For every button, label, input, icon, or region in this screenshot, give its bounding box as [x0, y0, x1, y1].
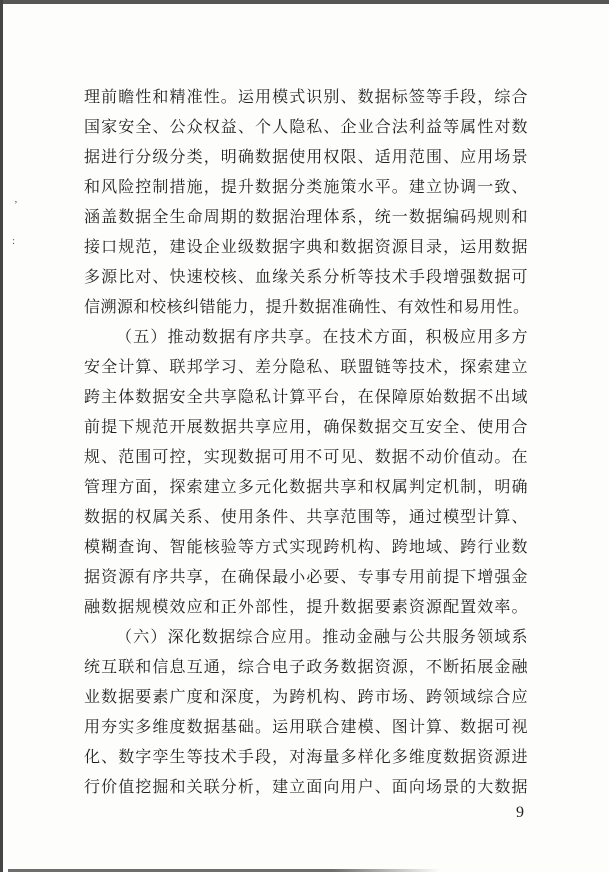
text-line: 多源比对、快速校核、血缘关系分析等技术手段增强数据可 — [84, 269, 528, 286]
text-line: 据进行分级分类，明确数据使用权限、适用范围、应用场景 — [84, 149, 528, 166]
text-line: 信溯源和校核纠错能力，提升数据准确性、有效性和易用性。 — [84, 299, 530, 316]
text-line: 理前瞻性和精准性。运用模式识别、数据标签等手段，综合 — [84, 89, 528, 106]
page-number: 9 — [516, 804, 524, 821]
text-line: 业数据要素广度和深度，为跨机构、跨市场、跨领域综合应 — [84, 689, 528, 706]
scan-artifact-mark: ’ — [14, 199, 18, 211]
scan-edge-left — [0, 0, 3, 872]
scan-edge-top — [0, 0, 609, 4]
text-line: 行价值挖掘和关联分析，建立面向用户、面向场景的大数据 — [84, 779, 528, 796]
text-line: 国家安全、公众权益、个人隐私、企业合法利益等属性对数 — [84, 119, 528, 136]
text-line: 跨主体数据安全共享隐私计算平台，在保障原始数据不出域 — [84, 389, 528, 406]
text-line: 安全计算、联邦学习、差分隐私、联盟链等技术，探索建立 — [84, 359, 528, 376]
text-line: （五）推动数据有序共享。在技术方面，积极应用多方 — [116, 329, 528, 346]
text-line: 前提下规范开展数据共享应用，确保数据交互安全、使用合 — [84, 419, 528, 436]
text-line: 统互联和信息互通，综合电子政务数据资源，不断拓展金融 — [84, 659, 528, 676]
text-line: 用夯实多维度数据基础。运用联合建模、图计算、数据可视 — [84, 719, 528, 736]
text-line: （六）深化数据综合应用。推动金融与公共服务领域系 — [116, 629, 528, 646]
scan-artifact-mark: : — [12, 235, 16, 247]
text-line: 涵盖数据全生命周期的数据治理体系，统一数据编码规则和 — [84, 209, 528, 226]
text-line: 规、范围可控，实现数据可用不可见、数据不动价值动。在 — [84, 449, 528, 466]
text-line: 接口规范，建设企业级数据字典和数据资源目录，运用数据 — [84, 239, 528, 256]
text-line: 管理方面，探索建立多元化数据共享和权属判定机制，明确 — [84, 479, 528, 496]
text-line: 据资源有序共享，在确保最小必要、专事专用前提下增强金 — [84, 569, 528, 586]
text-line: 模糊查询、智能核验等方式实现跨机构、跨地域、跨行业数 — [84, 539, 528, 556]
text-line: 化、数字孪生等技术手段，对海量多样化多维度数据资源进 — [84, 749, 528, 766]
text-block — [84, 83, 528, 803]
text-line: 数据的权属关系、使用条件、共享范围等，通过模型计算、 — [84, 509, 528, 526]
text-line: 和风险控制措施，提升数据分类施策水平。建立协调一致、 — [84, 179, 528, 196]
text-line: 融数据规模效应和正外部性，提升数据要素资源配置效率。 — [84, 599, 528, 616]
